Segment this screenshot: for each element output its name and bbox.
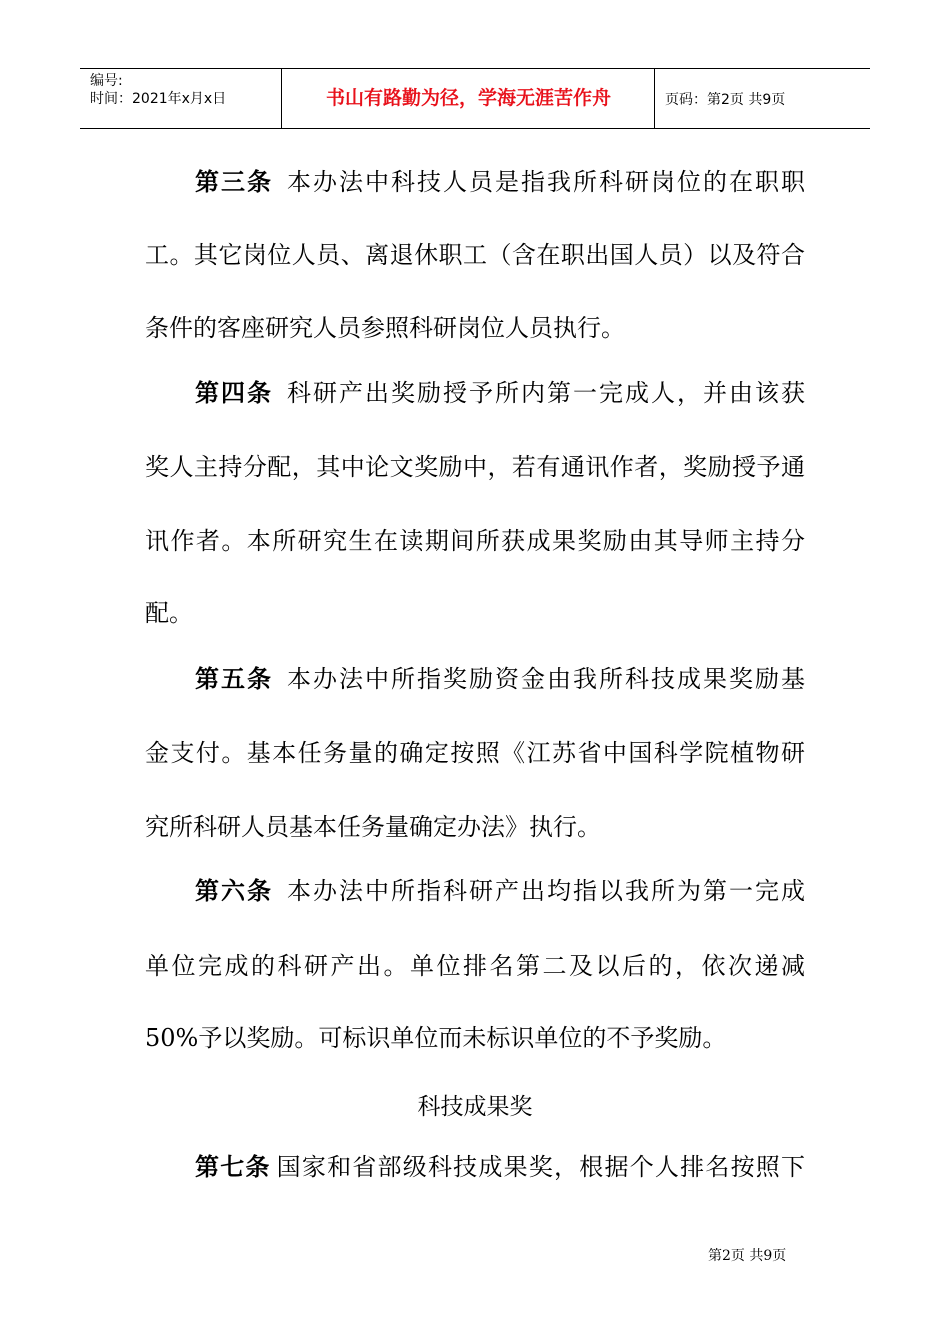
article-4-line-3 [145, 526, 805, 556]
article-3-title: 第三条 [195, 168, 273, 196]
article-7-line-1 [195, 1152, 805, 1182]
article-4-line-1 [195, 378, 805, 408]
article-6-text-1: 本办法中所指科研产出均指以我所为第一完成 [287, 877, 805, 905]
article-6-line-3: 50%予以奖励。可标识单位而未标识单位的不予奖励。 [145, 1024, 727, 1052]
article-4-text-2: 奖人主持分配，其中论文奖励中，若有通讯作者，奖励授予通 [145, 453, 805, 481]
header-motto: 书山有路勤为径，学海无涯苦作舟 [325, 87, 611, 109]
article-6-title: 第六条 [195, 877, 273, 905]
article-3-line-3: 条件的客座研究人员参照科研岗位人员执行。 [145, 314, 625, 342]
article-6-line-1 [195, 876, 805, 906]
header-left-cell [80, 69, 282, 128]
document-date-label: 时间：2021年x月x日 [90, 91, 227, 107]
article-5-line-2 [145, 738, 805, 768]
header-middle-cell [282, 69, 655, 128]
article-4-title: 第四条 [195, 379, 273, 407]
article-6-line-2 [145, 951, 805, 981]
header-right-cell [655, 69, 870, 128]
article-4-text-3: 讯作者。本所研究生在读期间所获成果奖励由其导师主持分 [145, 527, 805, 555]
article-7-text-1: 国家和省部级科技成果奖，根据个人排名按照下 [276, 1153, 806, 1181]
article-6-text-2: 单位完成的科研产出。单位排名第二及以后的，依次递减 [145, 952, 805, 980]
page-header [80, 68, 870, 129]
article-5-line-1 [195, 664, 805, 694]
article-3-line-2 [145, 240, 805, 270]
article-7-title: 第七条 [195, 1153, 271, 1181]
article-3-text-2: 工。其它岗位人员、离退休职工（含在职出国人员）以及符合 [145, 241, 805, 269]
header-page-number: 页码：第2页 共9页 [665, 92, 786, 108]
article-5-title: 第五条 [195, 665, 273, 693]
article-5-text-2: 金支付。基本任务量的确定按照《江苏省中国科学院植物研 [145, 739, 805, 767]
section-heading: 科技成果奖 [417, 1094, 533, 1120]
document-number-label: 编号: [90, 73, 123, 89]
article-3-text-1: 本办法中科技人员是指我所科研岗位的在职职 [287, 168, 805, 196]
article-5-text-1: 本办法中所指奖励资金由我所科技成果奖励基 [287, 665, 805, 693]
article-4-text-1: 科研产出奖励授予所内第一完成人，并由该获 [287, 379, 805, 407]
article-4-line-4: 配。 [145, 599, 193, 627]
footer-page-number: 第2页 共9页 [708, 1248, 787, 1264]
article-5-line-3: 究所科研人员基本任务量确定办法》执行。 [145, 813, 601, 841]
article-3-line-1 [195, 167, 805, 197]
article-4-line-2 [145, 452, 805, 482]
